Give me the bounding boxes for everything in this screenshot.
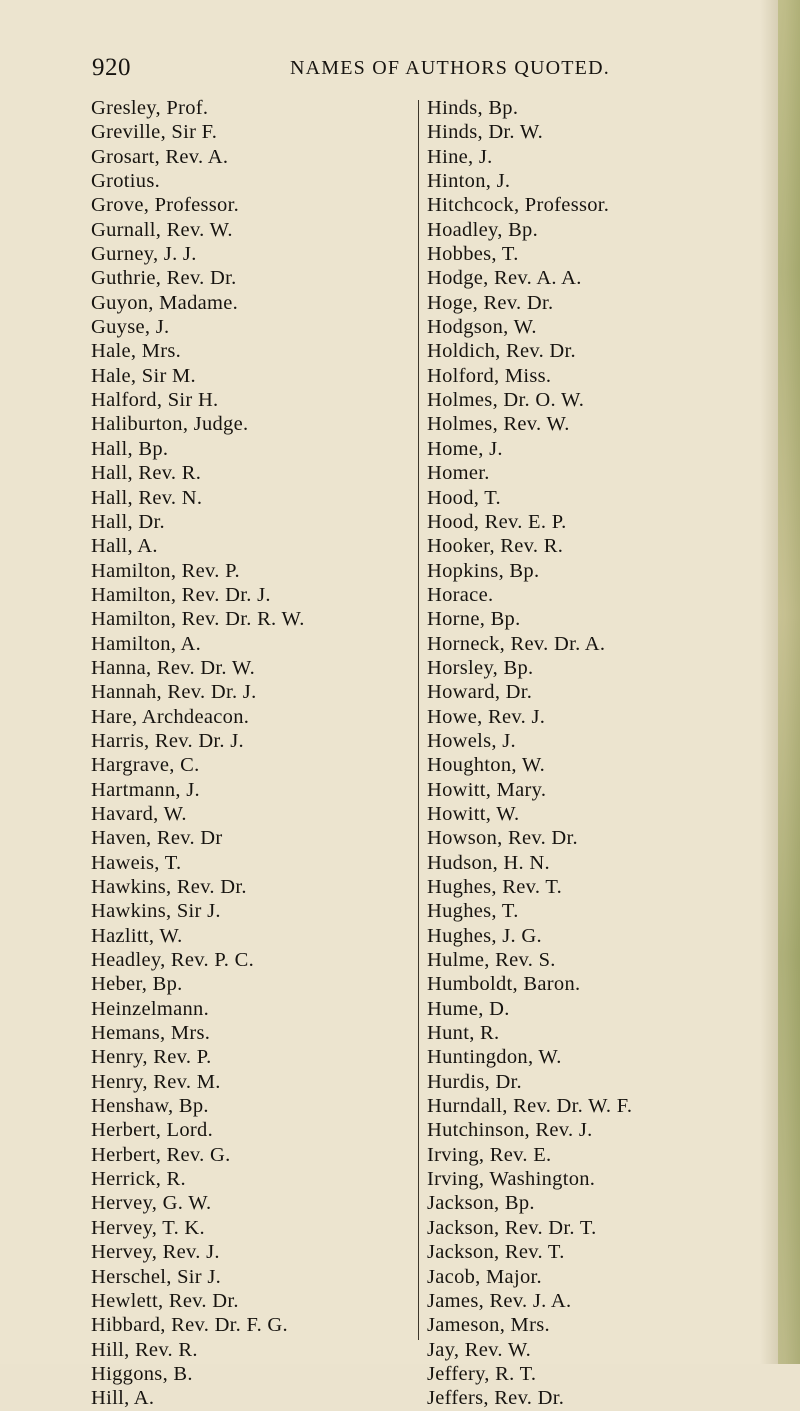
author-entry: Houghton, W. xyxy=(427,754,546,777)
author-entry: Howe, Rev. J. xyxy=(427,705,546,728)
author-entry: Hunt, R. xyxy=(427,1022,500,1045)
author-entry: Havard, W. xyxy=(91,802,187,825)
author-entry: Hood, T. xyxy=(427,486,501,509)
author-entry: Hill, A. xyxy=(91,1387,155,1410)
author-entry: Horsley, Bp. xyxy=(427,656,534,679)
author-entry: Henry, Rev. M. xyxy=(91,1070,221,1093)
author-entry: Hawkins, Rev. Dr. xyxy=(91,876,247,898)
author-entry: Halford, Sir H. xyxy=(91,389,219,412)
author-entry: Hinds, Dr. W. xyxy=(427,121,544,144)
author-entry: Hutchinson, Rev. J. xyxy=(427,1119,593,1142)
author-entry: Hughes, T. xyxy=(427,900,519,923)
author-entry: Hughes, J. G. xyxy=(427,924,542,947)
author-entry: Hoge, Rev. Dr. xyxy=(427,291,554,314)
author-entry: Jackson, Rev. T. xyxy=(427,1241,565,1264)
author-entry: Herschel, Sir J. xyxy=(91,1265,222,1288)
author-entry: Headley, Rev. P. C. xyxy=(91,949,255,972)
author-entry: Hazlitt, W. xyxy=(91,924,183,947)
author-entry: Holmes, Dr. O. W. xyxy=(427,389,585,412)
author-entry: Humboldt, Baron. xyxy=(427,973,581,996)
author-entry: Hinton, J. xyxy=(427,170,511,193)
author-entry: Howels, J. xyxy=(427,729,516,752)
left-author-column xyxy=(91,96,305,1411)
author-entry: Irving, Rev. E. xyxy=(427,1143,552,1166)
author-entry: Hall, Rev. N. xyxy=(91,486,203,509)
column-divider xyxy=(418,100,419,1340)
author-entry: Haweis, T. xyxy=(91,851,182,874)
author-entry: Gurnall, Rev. W. xyxy=(91,218,233,241)
page-edge-stain xyxy=(778,0,800,1364)
author-entry: Hoadley, Bp. xyxy=(427,218,539,241)
author-entry: Hamilton, A. xyxy=(91,632,202,655)
author-entry: Hitchcock, Professor. xyxy=(427,194,610,217)
author-entry: Holdich, Rev. Dr. xyxy=(427,340,576,363)
author-entry: Horace. xyxy=(427,583,494,606)
author-entry: Hannah, Rev. Dr. J. xyxy=(91,681,257,704)
author-entry: Howson, Rev. Dr. xyxy=(427,827,578,850)
author-entry: Jackson, Rev. Dr. T. xyxy=(427,1216,597,1239)
author-entry: Hartmann, J. xyxy=(91,778,200,801)
author-entry: Gurney, J. J. xyxy=(91,243,197,266)
author-entry: Hamilton, Rev. P. xyxy=(91,559,240,582)
author-entry: Hemans, Mrs. xyxy=(91,1022,211,1045)
author-entry: Jeffers, Rev. Dr. xyxy=(427,1387,565,1410)
author-entry: Horne, Bp. xyxy=(427,608,521,631)
author-entry: Hurndall, Rev. Dr. W. F. xyxy=(427,1095,633,1118)
author-entry: Howard, Dr. xyxy=(427,681,533,704)
author-entry: Herbert, Lord. xyxy=(91,1119,214,1142)
author-entry: Henry, Rev. P. xyxy=(91,1046,212,1069)
page-header xyxy=(0,54,800,88)
author-entry: Horneck, Rev. Dr. A. xyxy=(427,632,606,655)
author-entry: Grotius. xyxy=(91,170,161,193)
author-entry: Hume, D. xyxy=(427,997,510,1020)
author-entry: Hale, Sir M. xyxy=(91,364,196,387)
author-entry: Hughes, Rev. T. xyxy=(427,876,563,898)
author-entry: Holmes, Rev. W. xyxy=(427,413,570,436)
author-entry: Hinds, Bp. xyxy=(427,97,519,119)
author-entry: Heber, Bp. xyxy=(91,973,183,996)
author-entry: Jacob, Major. xyxy=(427,1265,542,1288)
author-entry: Hervey, T. K. xyxy=(91,1216,205,1239)
author-entry: Hare, Archdeacon. xyxy=(91,705,250,728)
author-entry: Irving, Washington. xyxy=(427,1168,596,1191)
author-entry: Herbert, Rev. G. xyxy=(91,1143,231,1166)
author-entry: Haliburton, Judge. xyxy=(91,413,249,436)
author-entry: Hall, A. xyxy=(91,535,158,558)
author-entry: Hale, Mrs. xyxy=(91,340,182,363)
author-entry: Hall, Bp. xyxy=(91,437,169,460)
author-entry: Hood, Rev. E. P. xyxy=(427,510,567,533)
author-entry: Hill, Rev. R. xyxy=(91,1338,198,1361)
author-entry: Higgons, B. xyxy=(91,1362,193,1385)
author-entry: Hodgson, W. xyxy=(427,316,537,339)
author-entry: James, Rev. J. A. xyxy=(427,1289,572,1312)
author-entry: Howitt, W. xyxy=(427,802,520,825)
author-entry: Jackson, Bp. xyxy=(427,1192,535,1215)
author-entry: Heinzelmann. xyxy=(91,997,210,1020)
author-entry: Jameson, Mrs. xyxy=(427,1314,550,1337)
author-entry: Hawkins, Sir J. xyxy=(91,900,221,923)
author-entry: Hewlett, Rev. Dr. xyxy=(91,1289,239,1312)
right-author-column xyxy=(427,96,632,1411)
author-entry: Haven, Rev. Dr xyxy=(91,827,223,850)
author-entry: Herrick, R. xyxy=(91,1168,186,1191)
author-entry: Hargrave, C. xyxy=(91,754,200,777)
author-entry: Grove, Professor. xyxy=(91,194,240,217)
author-entry: Hine, J. xyxy=(427,145,493,168)
author-entry: Henshaw, Bp. xyxy=(91,1095,209,1118)
author-entry: Gresley, Prof. xyxy=(91,97,209,119)
author-entry: Holford, Miss. xyxy=(427,364,552,387)
page-number: 920 xyxy=(92,54,131,81)
author-entry: Hall, Dr. xyxy=(91,510,165,533)
author-entry: Guyse, J. xyxy=(91,316,170,339)
author-entry: Hervey, G. W. xyxy=(91,1192,212,1215)
author-entry: Grosart, Rev. A. xyxy=(91,145,229,168)
author-entry: Guthrie, Rev. Dr. xyxy=(91,267,237,290)
author-entry: Hamilton, Rev. Dr. J. xyxy=(91,583,271,606)
author-entry: Hodge, Rev. A. A. xyxy=(427,267,582,290)
author-entry: Hall, Rev. R. xyxy=(91,462,202,485)
author-entry: Jeffery, R. T. xyxy=(427,1362,537,1385)
author-entry: Hudson, H. N. xyxy=(427,851,550,874)
author-entry: Hamilton, Rev. Dr. R. W. xyxy=(91,608,305,631)
author-entry: Huntingdon, W. xyxy=(427,1046,562,1069)
author-entry: Hopkins, Bp. xyxy=(427,559,540,582)
author-entry: Home, J. xyxy=(427,437,503,460)
author-entry: Jay, Rev. W. xyxy=(427,1338,532,1361)
author-entry: Guyon, Madame. xyxy=(91,291,239,314)
author-entry: Harris, Rev. Dr. J. xyxy=(91,729,244,752)
running-title: NAMES OF AUTHORS QUOTED. xyxy=(290,57,610,79)
author-entry: Hibbard, Rev. Dr. F. G. xyxy=(91,1314,288,1337)
author-entry: Hervey, Rev. J. xyxy=(91,1241,220,1264)
author-entry: Hanna, Rev. Dr. W. xyxy=(91,656,256,679)
author-entry: Homer. xyxy=(427,462,490,485)
author-entry: Hobbes, T. xyxy=(427,243,519,266)
author-entry: Hurdis, Dr. xyxy=(427,1070,522,1093)
author-entry: Howitt, Mary. xyxy=(427,778,547,801)
author-entry: Hulme, Rev. S. xyxy=(427,949,556,972)
author-entry: Greville, Sir F. xyxy=(91,121,218,144)
author-entry: Hooker, Rev. R. xyxy=(427,535,564,558)
